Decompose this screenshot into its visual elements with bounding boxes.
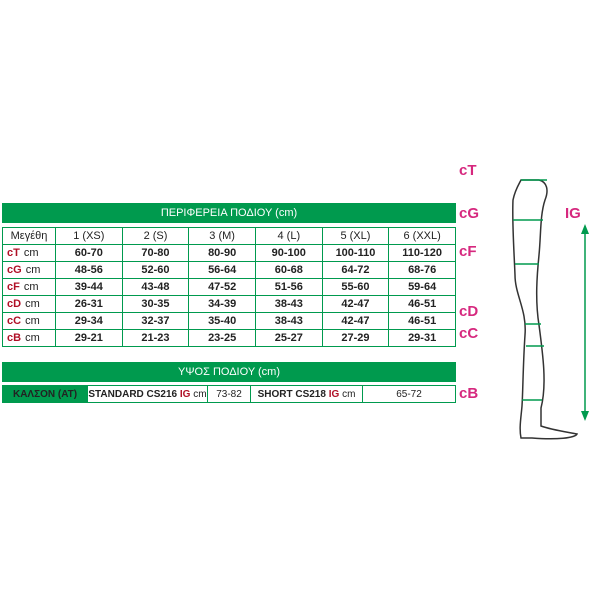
leg-diagram <box>457 160 600 440</box>
table-cell: 80-90 <box>189 245 256 262</box>
size-col-header: 3 (M) <box>189 228 256 245</box>
measure-code: cT <box>7 247 20 259</box>
table-cell: 64-72 <box>322 262 389 279</box>
row-label <box>3 330 56 347</box>
label-cc: cC <box>459 325 479 342</box>
row-label <box>3 313 56 330</box>
table-cell: 43-48 <box>122 279 189 296</box>
label-cd: cD <box>459 303 479 320</box>
unit: cm <box>25 332 40 344</box>
row-label <box>3 245 56 262</box>
table-cell: 21-23 <box>122 330 189 347</box>
short-model-cell <box>251 386 363 403</box>
table-cell: 42-47 <box>322 313 389 330</box>
table-cell: 51-56 <box>255 279 322 296</box>
circumference-title: ΠΕΡΙΦΕΡΕΙΑ ΠΟΔΙΟΥ (cm) <box>2 203 456 223</box>
measure-code: cG <box>7 264 22 276</box>
unit: cm <box>23 281 39 293</box>
table-cell: 38-43 <box>255 296 322 313</box>
table-cell: 30-35 <box>122 296 189 313</box>
row-label <box>3 262 56 279</box>
label-ig: IG <box>565 205 581 222</box>
table-cell: 110-120 <box>389 245 456 262</box>
table-cell: 68-76 <box>389 262 456 279</box>
table-cell: 42-47 <box>322 296 389 313</box>
table-cell: 48-56 <box>56 262 123 279</box>
table-cell: 29-31 <box>389 330 456 347</box>
size-col-header: 6 (XXL) <box>389 228 456 245</box>
table-cell: 52-60 <box>122 262 189 279</box>
table-cell: 47-52 <box>189 279 256 296</box>
leg-outline <box>457 160 600 440</box>
table-cell: 60-68 <box>255 262 322 279</box>
measure-code: cD <box>7 298 22 310</box>
unit: cm <box>25 264 41 276</box>
table-cell: 56-64 <box>189 262 256 279</box>
table-row <box>3 279 456 296</box>
unit: cm <box>25 298 40 310</box>
table-cell: 32-37 <box>122 313 189 330</box>
table-row <box>3 296 456 313</box>
standard-range: 73-82 <box>208 386 251 403</box>
table-cell: 26-31 <box>56 296 123 313</box>
height-title: ΥΨΟΣ ΠΟΔΙΟΥ (cm) <box>2 362 456 382</box>
table-row <box>3 313 456 330</box>
table-cell: 60-70 <box>56 245 123 262</box>
table-cell: 38-43 <box>255 313 322 330</box>
table-cell: 23-25 <box>189 330 256 347</box>
table-cell: 46-51 <box>389 296 456 313</box>
table-cell: 59-64 <box>389 279 456 296</box>
table-row <box>3 245 456 262</box>
size-col-header: 4 (L) <box>255 228 322 245</box>
table-cell: 35-40 <box>189 313 256 330</box>
row-label <box>3 296 56 313</box>
size-col-header: 2 (S) <box>122 228 189 245</box>
table-cell: 27-29 <box>322 330 389 347</box>
table-cell: 39-44 <box>56 279 123 296</box>
table-row <box>3 262 456 279</box>
ig-arrow-up-icon <box>581 224 589 234</box>
unit: cm <box>23 247 39 259</box>
unit: cm <box>193 388 207 400</box>
table-cell: 70-80 <box>122 245 189 262</box>
unit: cm <box>342 388 356 400</box>
sizes-header-label: Μεγέθη <box>3 228 56 245</box>
label-cg: cG <box>459 205 480 222</box>
table-row <box>3 330 456 347</box>
table-row <box>3 386 456 403</box>
unit: cm <box>25 315 40 327</box>
ig-code: IG <box>179 388 191 400</box>
table-cell: 34-39 <box>189 296 256 313</box>
table-cell: 55-60 <box>322 279 389 296</box>
height-table <box>2 385 456 403</box>
short-model: SHORT CS218 <box>257 388 326 400</box>
table-cell: 29-34 <box>56 313 123 330</box>
row-label <box>3 279 56 296</box>
standard-model-cell <box>88 386 208 403</box>
ig-code: IG <box>328 388 340 400</box>
short-range: 65-72 <box>363 386 456 403</box>
product-cell: ΚΑΛΣΟΝ (ΑΤ) <box>3 386 88 403</box>
measure-code: cC <box>7 315 22 327</box>
table-cell: 100-110 <box>322 245 389 262</box>
size-table <box>2 227 456 347</box>
label-ct: cT <box>459 162 477 179</box>
table-cell: 25-27 <box>255 330 322 347</box>
ig-arrow-down-icon <box>581 411 589 421</box>
table-cell: 29-21 <box>56 330 123 347</box>
measure-code: cB <box>7 332 22 344</box>
size-col-header: 1 (XS) <box>56 228 123 245</box>
size-col-header: 5 (XL) <box>322 228 389 245</box>
standard-model: STANDARD CS216 <box>88 388 178 400</box>
table-cell: 46-51 <box>389 313 456 330</box>
label-cb: cB <box>459 385 479 402</box>
size-header-row <box>3 228 456 245</box>
measure-code: cF <box>7 281 20 293</box>
table-cell: 90-100 <box>255 245 322 262</box>
label-cf: cF <box>459 243 477 260</box>
